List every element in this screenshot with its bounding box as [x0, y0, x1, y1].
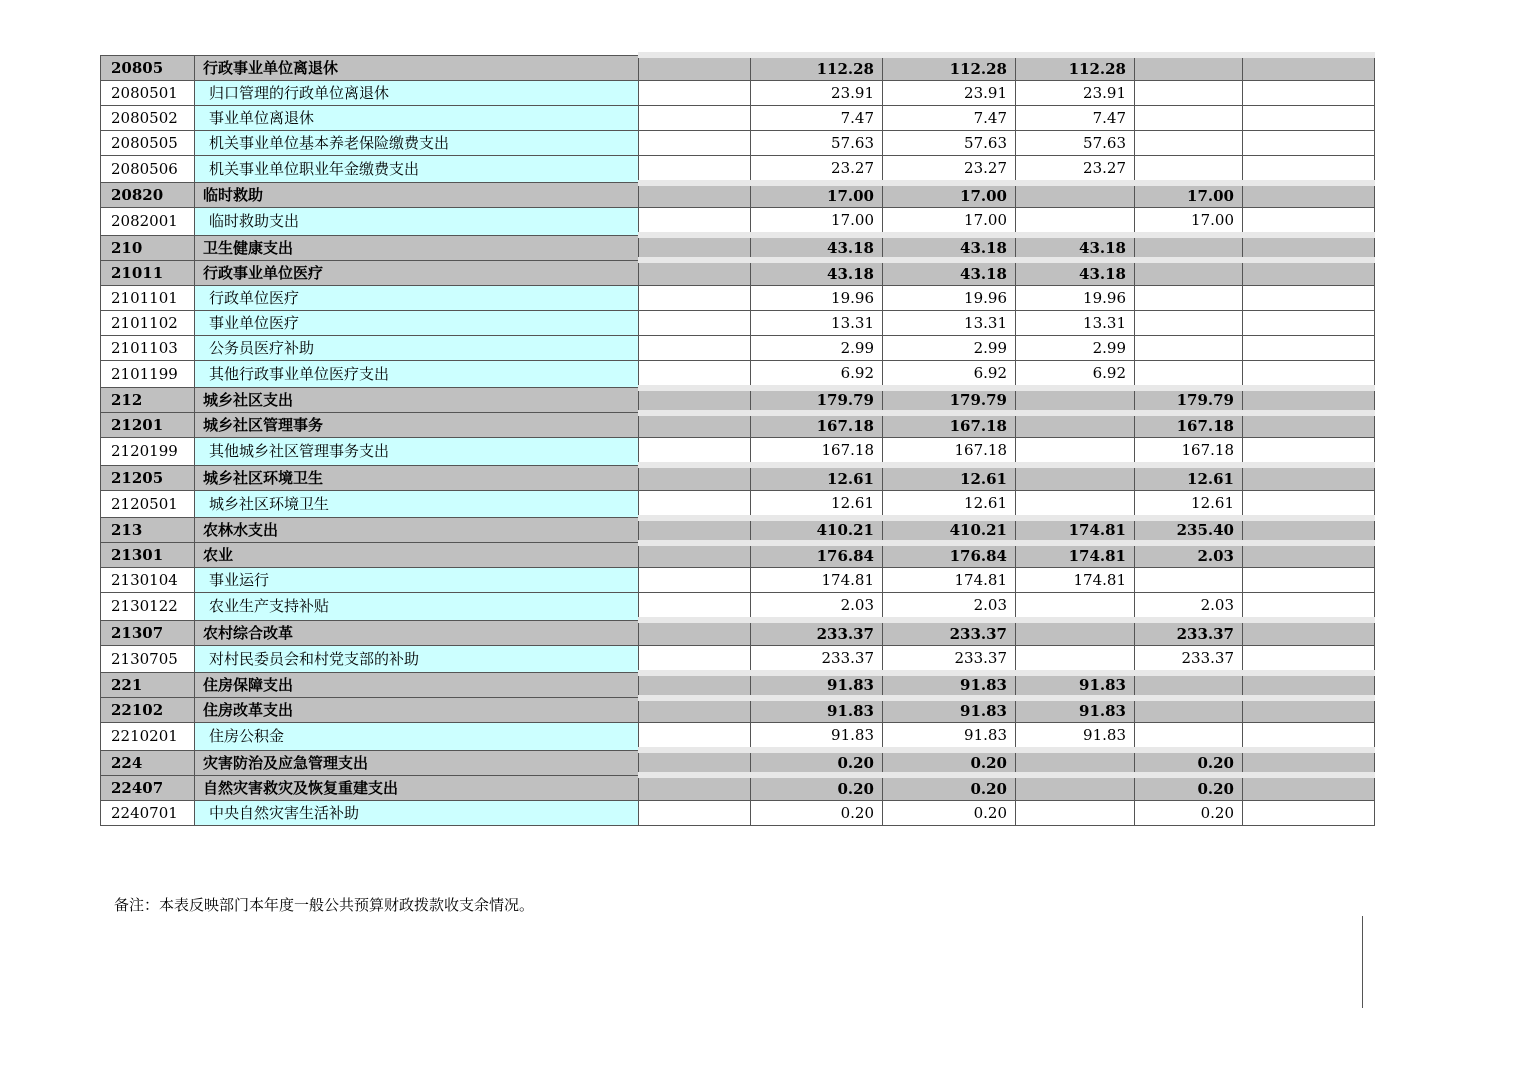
item-row: [101, 438, 1375, 466]
other-cell: [1243, 620, 1375, 645]
blank-cell: [639, 360, 751, 388]
basic-expenditure-cell: [1016, 593, 1135, 621]
category-row: [101, 620, 1375, 645]
total-amount-cell: 43.18: [751, 235, 883, 260]
category-row: [101, 673, 1375, 698]
subtotal-amount-cell: 17.00: [883, 183, 1016, 208]
total-amount-cell: 23.27: [751, 155, 883, 183]
budget-table: [100, 52, 1375, 826]
subtotal-amount-cell: 91.83: [883, 723, 1016, 751]
budget-item-name-cell: 行政单位医疗: [195, 285, 639, 310]
budget-code-cell: 212: [101, 388, 195, 413]
total-amount-cell: 167.18: [751, 413, 883, 438]
budget-item-name-cell: 行政事业单位离退休: [195, 55, 639, 80]
other-cell: [1243, 183, 1375, 208]
item-row: [101, 723, 1375, 751]
category-row: [101, 465, 1375, 490]
budget-code-cell: 2130122: [101, 593, 195, 621]
project-expenditure-cell: [1135, 335, 1243, 360]
subtotal-amount-cell: 23.27: [883, 155, 1016, 183]
category-row: [101, 183, 1375, 208]
other-cell: [1243, 105, 1375, 130]
other-cell: [1243, 388, 1375, 413]
budget-item-name-cell: 公务员医疗补助: [195, 335, 639, 360]
subtotal-amount-cell: 2.99: [883, 335, 1016, 360]
budget-item-name-cell: 城乡社区管理事务: [195, 413, 639, 438]
budget-code-cell: 20820: [101, 183, 195, 208]
budget-code-cell: 2080505: [101, 130, 195, 155]
budget-item-name-cell: 对村民委员会和村党支部的补助: [195, 645, 639, 673]
budget-item-name-cell: 自然灾害救灾及恢复重建支出: [195, 775, 639, 800]
project-expenditure-cell: 12.61: [1135, 490, 1243, 518]
total-amount-cell: 2.03: [751, 593, 883, 621]
blank-cell: [639, 80, 751, 105]
basic-expenditure-cell: 174.81: [1016, 518, 1135, 543]
category-row: [101, 260, 1375, 285]
budget-code-cell: 21011: [101, 260, 195, 285]
other-cell: [1243, 155, 1375, 183]
blank-cell: [639, 465, 751, 490]
category-row: [101, 388, 1375, 413]
subtotal-amount-cell: 176.84: [883, 543, 1016, 568]
blank-cell: [639, 310, 751, 335]
budget-code-cell: 20805: [101, 55, 195, 80]
other-cell: [1243, 285, 1375, 310]
basic-expenditure-cell: [1016, 388, 1135, 413]
basic-expenditure-cell: 7.47: [1016, 105, 1135, 130]
total-amount-cell: 19.96: [751, 285, 883, 310]
other-cell: [1243, 80, 1375, 105]
blank-cell: [639, 620, 751, 645]
basic-expenditure-cell: 91.83: [1016, 698, 1135, 723]
subtotal-amount-cell: 0.20: [883, 800, 1016, 825]
basic-expenditure-cell: [1016, 183, 1135, 208]
budget-item-name-cell: 临时救助: [195, 183, 639, 208]
blank-cell: [639, 645, 751, 673]
subtotal-amount-cell: 112.28: [883, 55, 1016, 80]
total-amount-cell: 91.83: [751, 723, 883, 751]
category-row: [101, 543, 1375, 568]
other-cell: [1243, 235, 1375, 260]
total-amount-cell: 17.00: [751, 183, 883, 208]
budget-item-name-cell: 灾害防治及应急管理支出: [195, 750, 639, 775]
project-expenditure-cell: [1135, 55, 1243, 80]
budget-item-name-cell: 住房保障支出: [195, 673, 639, 698]
budget-code-cell: 2240701: [101, 800, 195, 825]
item-row: [101, 568, 1375, 593]
item-row: [101, 593, 1375, 621]
basic-expenditure-cell: 23.91: [1016, 80, 1135, 105]
project-expenditure-cell: 2.03: [1135, 543, 1243, 568]
basic-expenditure-cell: 23.27: [1016, 155, 1135, 183]
category-row: [101, 750, 1375, 775]
budget-code-cell: 2080506: [101, 155, 195, 183]
other-cell: [1243, 593, 1375, 621]
blank-cell: [639, 673, 751, 698]
blank-cell: [639, 413, 751, 438]
budget-item-name-cell: 机关事业单位职业年金缴费支出: [195, 155, 639, 183]
budget-code-cell: 2130104: [101, 568, 195, 593]
project-expenditure-cell: [1135, 673, 1243, 698]
other-cell: [1243, 260, 1375, 285]
category-row: [101, 413, 1375, 438]
blank-cell: [639, 438, 751, 466]
category-row: [101, 518, 1375, 543]
total-amount-cell: 57.63: [751, 130, 883, 155]
project-expenditure-cell: [1135, 698, 1243, 723]
other-cell: [1243, 490, 1375, 518]
budget-code-cell: 224: [101, 750, 195, 775]
budget-item-name-cell: 卫生健康支出: [195, 235, 639, 260]
other-cell: [1243, 673, 1375, 698]
item-row: [101, 130, 1375, 155]
subtotal-amount-cell: 57.63: [883, 130, 1016, 155]
subtotal-amount-cell: 13.31: [883, 310, 1016, 335]
budget-code-cell: 210: [101, 235, 195, 260]
basic-expenditure-cell: 2.99: [1016, 335, 1135, 360]
project-expenditure-cell: [1135, 285, 1243, 310]
basic-expenditure-cell: [1016, 620, 1135, 645]
budget-item-name-cell: 行政事业单位医疗: [195, 260, 639, 285]
subtotal-amount-cell: 233.37: [883, 620, 1016, 645]
other-cell: [1243, 310, 1375, 335]
budget-item-name-cell: 事业单位离退休: [195, 105, 639, 130]
category-row: [101, 698, 1375, 723]
basic-expenditure-cell: 6.92: [1016, 360, 1135, 388]
blank-cell: [639, 130, 751, 155]
budget-item-name-cell: 农业生产支持补贴: [195, 593, 639, 621]
basic-expenditure-cell: [1016, 413, 1135, 438]
blank-cell: [639, 335, 751, 360]
other-cell: [1243, 698, 1375, 723]
blank-cell: [639, 593, 751, 621]
basic-expenditure-cell: 91.83: [1016, 673, 1135, 698]
total-amount-cell: 91.83: [751, 673, 883, 698]
budget-code-cell: 2101199: [101, 360, 195, 388]
budget-code-cell: 2082001: [101, 208, 195, 236]
other-cell: [1243, 335, 1375, 360]
budget-code-cell: 2101103: [101, 335, 195, 360]
project-expenditure-cell: [1135, 80, 1243, 105]
item-row: [101, 285, 1375, 310]
subtotal-amount-cell: 167.18: [883, 413, 1016, 438]
budget-item-name-cell: 城乡社区支出: [195, 388, 639, 413]
project-expenditure-cell: 17.00: [1135, 208, 1243, 236]
budget-item-name-cell: 其他城乡社区管理事务支出: [195, 438, 639, 466]
blank-cell: [639, 490, 751, 518]
other-cell: [1243, 438, 1375, 466]
project-expenditure-cell: [1135, 155, 1243, 183]
category-row: [101, 55, 1375, 80]
total-amount-cell: 233.37: [751, 620, 883, 645]
blank-cell: [639, 698, 751, 723]
budget-item-name-cell: 临时救助支出: [195, 208, 639, 236]
project-expenditure-cell: 0.20: [1135, 800, 1243, 825]
project-expenditure-cell: [1135, 235, 1243, 260]
total-amount-cell: 174.81: [751, 568, 883, 593]
budget-item-name-cell: 农林水支出: [195, 518, 639, 543]
basic-expenditure-cell: 112.28: [1016, 55, 1135, 80]
budget-item-name-cell: 农业: [195, 543, 639, 568]
project-expenditure-cell: 235.40: [1135, 518, 1243, 543]
blank-cell: [639, 518, 751, 543]
subtotal-amount-cell: 23.91: [883, 80, 1016, 105]
basic-expenditure-cell: 13.31: [1016, 310, 1135, 335]
project-expenditure-cell: [1135, 260, 1243, 285]
blank-cell: [639, 55, 751, 80]
budget-item-name-cell: 其他行政事业单位医疗支出: [195, 360, 639, 388]
subtotal-amount-cell: 91.83: [883, 673, 1016, 698]
blank-cell: [639, 208, 751, 236]
basic-expenditure-cell: [1016, 775, 1135, 800]
blank-cell: [639, 235, 751, 260]
total-amount-cell: 23.91: [751, 80, 883, 105]
project-expenditure-cell: [1135, 310, 1243, 335]
total-amount-cell: 0.20: [751, 800, 883, 825]
blank-cell: [639, 260, 751, 285]
subtotal-amount-cell: 12.61: [883, 490, 1016, 518]
budget-item-name-cell: 归口管理的行政单位离退休: [195, 80, 639, 105]
total-amount-cell: 7.47: [751, 105, 883, 130]
total-amount-cell: 179.79: [751, 388, 883, 413]
other-cell: [1243, 413, 1375, 438]
other-cell: [1243, 208, 1375, 236]
total-amount-cell: 91.83: [751, 698, 883, 723]
total-amount-cell: 6.92: [751, 360, 883, 388]
budget-code-cell: 2080502: [101, 105, 195, 130]
basic-expenditure-cell: [1016, 645, 1135, 673]
total-amount-cell: 13.31: [751, 310, 883, 335]
other-cell: [1243, 360, 1375, 388]
subtotal-amount-cell: 91.83: [883, 698, 1016, 723]
basic-expenditure-cell: [1016, 490, 1135, 518]
item-row: [101, 105, 1375, 130]
basic-expenditure-cell: [1016, 750, 1135, 775]
category-row: [101, 235, 1375, 260]
total-amount-cell: 43.18: [751, 260, 883, 285]
budget-item-name-cell: 城乡社区环境卫生: [195, 465, 639, 490]
budget-item-name-cell: 住房公积金: [195, 723, 639, 751]
total-amount-cell: 12.61: [751, 465, 883, 490]
blank-cell: [639, 285, 751, 310]
subtotal-amount-cell: 17.00: [883, 208, 1016, 236]
project-expenditure-cell: 233.37: [1135, 645, 1243, 673]
project-expenditure-cell: 0.20: [1135, 750, 1243, 775]
subtotal-amount-cell: 6.92: [883, 360, 1016, 388]
other-cell: [1243, 723, 1375, 751]
total-amount-cell: 167.18: [751, 438, 883, 466]
budget-code-cell: 2080501: [101, 80, 195, 105]
budget-item-name-cell: 农村综合改革: [195, 620, 639, 645]
other-cell: [1243, 55, 1375, 80]
total-amount-cell: 0.20: [751, 750, 883, 775]
basic-expenditure-cell: 19.96: [1016, 285, 1135, 310]
budget-item-name-cell: 事业单位医疗: [195, 310, 639, 335]
blank-cell: [639, 155, 751, 183]
basic-expenditure-cell: 57.63: [1016, 130, 1135, 155]
subtotal-amount-cell: 43.18: [883, 260, 1016, 285]
item-row: [101, 645, 1375, 673]
divider-line: [1362, 916, 1363, 1008]
blank-cell: [639, 568, 751, 593]
budget-code-cell: 2120501: [101, 490, 195, 518]
subtotal-amount-cell: 233.37: [883, 645, 1016, 673]
budget-code-cell: 2120199: [101, 438, 195, 466]
subtotal-amount-cell: 12.61: [883, 465, 1016, 490]
subtotal-amount-cell: 7.47: [883, 105, 1016, 130]
subtotal-amount-cell: 19.96: [883, 285, 1016, 310]
other-cell: [1243, 465, 1375, 490]
other-cell: [1243, 645, 1375, 673]
subtotal-amount-cell: 167.18: [883, 438, 1016, 466]
budget-item-name-cell: 城乡社区环境卫生: [195, 490, 639, 518]
total-amount-cell: 17.00: [751, 208, 883, 236]
total-amount-cell: 410.21: [751, 518, 883, 543]
blank-cell: [639, 800, 751, 825]
budget-code-cell: 2210201: [101, 723, 195, 751]
budget-code-cell: 22102: [101, 698, 195, 723]
budget-code-cell: 21201: [101, 413, 195, 438]
budget-code-cell: 21307: [101, 620, 195, 645]
subtotal-amount-cell: 174.81: [883, 568, 1016, 593]
table-body: [101, 55, 1375, 825]
total-amount-cell: 12.61: [751, 490, 883, 518]
project-expenditure-cell: [1135, 130, 1243, 155]
item-row: [101, 335, 1375, 360]
subtotal-amount-cell: 410.21: [883, 518, 1016, 543]
basic-expenditure-cell: 174.81: [1016, 568, 1135, 593]
basic-expenditure-cell: [1016, 800, 1135, 825]
budget-code-cell: 2101102: [101, 310, 195, 335]
other-cell: [1243, 130, 1375, 155]
budget-item-name-cell: 住房改革支出: [195, 698, 639, 723]
item-row: [101, 490, 1375, 518]
other-cell: [1243, 775, 1375, 800]
project-expenditure-cell: 0.20: [1135, 775, 1243, 800]
subtotal-amount-cell: 0.20: [883, 750, 1016, 775]
project-expenditure-cell: [1135, 360, 1243, 388]
item-row: [101, 208, 1375, 236]
project-expenditure-cell: 167.18: [1135, 413, 1243, 438]
budget-code-cell: 2130705: [101, 645, 195, 673]
table-note: 备注：本表反映部门本年度一般公共预算财政拨款收支余情况。: [114, 896, 535, 914]
total-amount-cell: 0.20: [751, 775, 883, 800]
subtotal-amount-cell: 2.03: [883, 593, 1016, 621]
project-expenditure-cell: 167.18: [1135, 438, 1243, 466]
item-row: [101, 360, 1375, 388]
subtotal-amount-cell: 0.20: [883, 775, 1016, 800]
total-amount-cell: 233.37: [751, 645, 883, 673]
blank-cell: [639, 750, 751, 775]
total-amount-cell: 176.84: [751, 543, 883, 568]
project-expenditure-cell: 233.37: [1135, 620, 1243, 645]
budget-item-name-cell: 机关事业单位基本养老保险缴费支出: [195, 130, 639, 155]
budget-code-cell: 221: [101, 673, 195, 698]
other-cell: [1243, 568, 1375, 593]
basic-expenditure-cell: 174.81: [1016, 543, 1135, 568]
budget-code-cell: 21301: [101, 543, 195, 568]
project-expenditure-cell: 2.03: [1135, 593, 1243, 621]
blank-cell: [639, 183, 751, 208]
project-expenditure-cell: 12.61: [1135, 465, 1243, 490]
subtotal-amount-cell: 43.18: [883, 235, 1016, 260]
basic-expenditure-cell: 43.18: [1016, 235, 1135, 260]
project-expenditure-cell: [1135, 105, 1243, 130]
basic-expenditure-cell: 43.18: [1016, 260, 1135, 285]
budget-code-cell: 22407: [101, 775, 195, 800]
other-cell: [1243, 750, 1375, 775]
blank-cell: [639, 775, 751, 800]
budget-item-name-cell: 中央自然灾害生活补助: [195, 800, 639, 825]
blank-cell: [639, 388, 751, 413]
other-cell: [1243, 543, 1375, 568]
item-row: [101, 800, 1375, 825]
blank-cell: [639, 723, 751, 751]
project-expenditure-cell: 179.79: [1135, 388, 1243, 413]
budget-code-cell: 213: [101, 518, 195, 543]
basic-expenditure-cell: [1016, 438, 1135, 466]
budget-item-name-cell: 事业运行: [195, 568, 639, 593]
budget-code-cell: 21205: [101, 465, 195, 490]
basic-expenditure-cell: 91.83: [1016, 723, 1135, 751]
basic-expenditure-cell: [1016, 208, 1135, 236]
total-amount-cell: 112.28: [751, 55, 883, 80]
other-cell: [1243, 800, 1375, 825]
blank-cell: [639, 105, 751, 130]
subtotal-amount-cell: 179.79: [883, 388, 1016, 413]
other-cell: [1243, 518, 1375, 543]
item-row: [101, 310, 1375, 335]
basic-expenditure-cell: [1016, 465, 1135, 490]
project-expenditure-cell: [1135, 723, 1243, 751]
project-expenditure-cell: 17.00: [1135, 183, 1243, 208]
total-amount-cell: 2.99: [751, 335, 883, 360]
budget-code-cell: 2101101: [101, 285, 195, 310]
category-row: [101, 775, 1375, 800]
item-row: [101, 155, 1375, 183]
item-row: [101, 80, 1375, 105]
blank-cell: [639, 543, 751, 568]
project-expenditure-cell: [1135, 568, 1243, 593]
